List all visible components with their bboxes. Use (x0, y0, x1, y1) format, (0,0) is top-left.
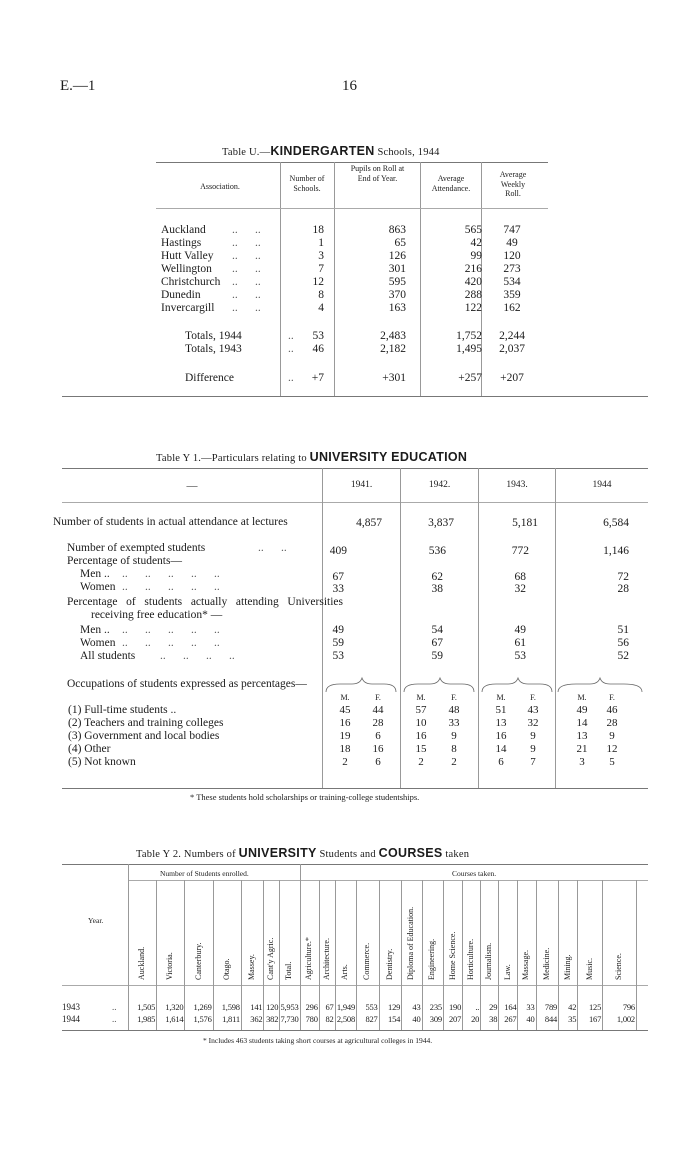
y2-cell: 296 (305, 1002, 318, 1012)
y1-occupation-cell: 6 (375, 730, 381, 742)
table-u-cell: 2,244 (499, 330, 525, 342)
y2-cell: 1,614 (165, 1014, 184, 1024)
y2-cell: 40 (412, 1014, 421, 1024)
leader-dots: .. .. (232, 289, 261, 301)
y2-cell: 67 (325, 1002, 334, 1012)
y2-cell: 235 (429, 1002, 442, 1012)
y1-occupation-cell: 6 (375, 756, 381, 768)
y1-cell: 72 (617, 571, 629, 583)
y2-cell: 167 (588, 1014, 602, 1024)
y1-occupations-label: Occupations of students expressed as percentages— (67, 678, 307, 690)
y2-cell: 154 (388, 1014, 401, 1024)
y1-attendance-label: Number of students in actual attendance at lectures (53, 516, 288, 528)
y2-cell: 1,949 (336, 1002, 356, 1012)
y2-cell: 1,269 (193, 1002, 212, 1012)
y2-column-header: Engineering. (427, 938, 437, 980)
y1-cell: 51 (617, 624, 629, 636)
y1-cell: 28 (617, 583, 629, 595)
table-u-cell: 162 (503, 302, 521, 314)
y1-f-header: F. (375, 693, 381, 702)
y2-column-header: Total. (284, 961, 294, 980)
y1-cell: 6,584 (603, 517, 629, 529)
y1-occupation-cell: 18 (339, 743, 351, 755)
y1-cell: 53 (514, 650, 526, 662)
table-u-cell: +7 (311, 372, 324, 384)
y2-cell: 1,320 (165, 1002, 184, 1012)
y1-occupation-cell: 6 (498, 756, 504, 768)
y1-occupation-label: (1) Full-time students .. (68, 704, 177, 716)
y2-column-header: Medicine. (541, 947, 551, 980)
table-u-cell: 2,483 (380, 330, 406, 342)
y2-cell: 120 (266, 1002, 279, 1012)
table-u-cell: 1,752 (456, 330, 482, 342)
y2-cell: 309 (429, 1014, 442, 1024)
table-u-cell: 3 (318, 250, 324, 262)
table-u-cell: +301 (382, 372, 406, 384)
y1-occupation-cell: 33 (448, 717, 460, 729)
y2-cell: 35 (568, 1014, 577, 1024)
table-u-cell: 65 (394, 237, 406, 249)
y2-column-header: Agriculture.* (304, 937, 314, 980)
y2-cell: 141 (250, 1002, 263, 1012)
y2-cell: 190 (448, 1002, 462, 1012)
y2-column-header: Otago. (221, 958, 231, 980)
y2-cell: 33 (526, 1002, 535, 1012)
y2-cell: .. (475, 1002, 480, 1012)
y2-cell: 7,730 (280, 1014, 299, 1024)
table-y2-top-rule (62, 864, 648, 865)
y1-occupation-cell: 14 (576, 717, 588, 729)
y1-occupation-cell: 28 (372, 717, 384, 729)
y1-occupation-cell: 16 (495, 730, 507, 742)
table-y2-header-rule (62, 985, 648, 986)
y1-occupation-cell: 16 (372, 743, 384, 755)
leader-dots: .. (288, 330, 294, 342)
y1-f-header: F. (451, 693, 457, 702)
table-u-cell: 1 (318, 237, 324, 249)
y1-m-header: M. (496, 693, 506, 702)
table-u-cell: 595 (388, 276, 406, 288)
table-u-cell: 42 (470, 237, 482, 249)
table-u-cell: +207 (500, 372, 524, 384)
y1-cell: 33 (332, 583, 344, 595)
table-u-cell: 2,182 (380, 343, 406, 355)
leader-dots: .. (288, 343, 294, 355)
y2-cell: 553 (365, 1002, 378, 1012)
table-y2-bottom-rule (62, 1030, 648, 1031)
y2-cell: 43 (412, 1002, 421, 1012)
table-y2-caption: Table Y 2. Numbers of UNIVERSITY Students and COURSES taken (136, 846, 470, 860)
table-u-caption: Table U.—KINDERGARTEN Schools, 1944 (222, 144, 440, 158)
y1-cell: 49 (332, 624, 344, 636)
table-u-row-name: Invercargill (161, 302, 215, 314)
table-u-header-weekly: Average Weekly Roll. (499, 170, 527, 198)
y1-all-students-label: All students (80, 650, 136, 662)
table-u-row-name: Hutt Valley (161, 250, 214, 262)
y2-column-header: Music. (584, 958, 594, 980)
y2-cell: 267 (504, 1014, 517, 1024)
table-u-row-name: Christchurch (161, 276, 221, 288)
y2-cell: 20 (471, 1014, 480, 1024)
table-u-header-schools: Number of Schools. (289, 174, 325, 193)
leader-dots: .. (112, 1002, 117, 1012)
table-y2-footnote: * Includes 463 students taking short courses at agricultural colleges in 1944. (203, 1036, 433, 1045)
y2-column-header: Science. (614, 953, 624, 980)
y1-occupation-cell: 3 (579, 756, 585, 768)
y1-occupation-cell: 5 (609, 756, 615, 768)
y1-occupation-label: (5) Not known (68, 756, 136, 768)
y1-cell: 67 (431, 637, 443, 649)
table-u-top-rule (156, 162, 548, 163)
table-u-row-name: Hastings (161, 237, 202, 249)
table-u-difference-label: Difference (185, 372, 234, 384)
y1-occupation-cell: 15 (415, 743, 427, 755)
y1-cell: 67 (332, 571, 344, 583)
leader-dots: .. .. (232, 302, 261, 314)
y2-cell: 362 (250, 1014, 263, 1024)
y1-cell: 59 (332, 637, 344, 649)
y1-occupation-cell: 49 (576, 704, 588, 716)
y2-column-header: Cant'y Agric. (266, 937, 276, 980)
table-y1-header-rule (62, 502, 648, 503)
y2-cell: 29 (489, 1002, 498, 1012)
leader-dots: .. .. .. .. .. (122, 637, 220, 649)
leader-dots: .. .. .. .. .. (122, 581, 220, 593)
y2-cell: 38 (489, 1014, 498, 1024)
table-u-cell: 4 (318, 302, 324, 314)
y1-cell: 38 (431, 583, 443, 595)
y2-column-header: Canterbury. (193, 942, 203, 980)
y1-occupation-cell: 9 (530, 730, 536, 742)
table-u-cell: 747 (503, 224, 521, 236)
table-y1-bottom-rule (62, 788, 648, 789)
y1-occupation-cell: 7 (530, 756, 536, 768)
y1-occupation-label: (2) Teachers and training colleges (68, 717, 224, 729)
y1-cell: 4,857 (356, 517, 382, 529)
table-y1-year-1944: 1944 (592, 480, 612, 490)
table-u-cell: 120 (503, 250, 521, 262)
y1-cell: 772 (511, 545, 529, 557)
table-u-cell: +257 (458, 372, 482, 384)
y1-occupation-cell: 8 (451, 743, 457, 755)
table-u-cell: 1,495 (456, 343, 482, 355)
y2-column-header: Mining. (562, 954, 572, 980)
table-u-header-attendance: Average Attendance. (431, 174, 471, 193)
table-u-total-1944-label: Totals, 1944 (185, 330, 242, 342)
table-u-cell: 420 (464, 276, 482, 288)
y2-column-header: Massage. (521, 950, 531, 980)
table-u-cell: 99 (470, 250, 482, 262)
y2-cell: 129 (388, 1002, 401, 1012)
y2-cell: 1,598 (221, 1002, 240, 1012)
y1-occupation-cell: 19 (339, 730, 351, 742)
y2-cell: 1,811 (222, 1014, 240, 1024)
leader-dots: .. .. .. .. .. (122, 624, 220, 636)
leader-dots: .. .. (232, 224, 261, 236)
leader-dots: .. .. .. .. .. (122, 568, 220, 580)
table-u-cell: 565 (464, 224, 482, 236)
y2-cell: 796 (622, 1002, 635, 1012)
y1-occupation-cell: 44 (372, 704, 384, 716)
table-u-cell: 534 (503, 276, 521, 288)
y1-cell: 52 (617, 650, 629, 662)
y1-occupation-cell: 45 (339, 704, 351, 716)
y1-occupation-cell: 9 (451, 730, 457, 742)
y2-cell: 1,985 (137, 1014, 156, 1024)
y1-free-education-label: Percentage of students actually attending Universities receiving free education* — (67, 596, 343, 621)
y2-cell: 82 (325, 1014, 334, 1024)
y1-cell: 56 (617, 637, 629, 649)
page-number: 16 (342, 78, 357, 94)
y2-cell: 42 (568, 1002, 577, 1012)
y1-cell: 54 (431, 624, 443, 636)
y1-occupation-cell: 10 (415, 717, 427, 729)
table-u-cell: 273 (503, 263, 521, 275)
y1-occupation-cell: 12 (606, 743, 618, 755)
table-u-cell: 359 (503, 289, 521, 301)
leader-dots: .. .. (258, 542, 287, 554)
y2-cell: 1,002 (616, 1014, 635, 1024)
leader-dots: .. .. (232, 276, 261, 288)
y1-cell: 62 (431, 571, 443, 583)
y2-column-header: Home Science. (447, 931, 457, 980)
y2-column-header: Auckland. (137, 946, 147, 980)
y2-cell: 827 (365, 1014, 378, 1024)
y1-m-header: M. (577, 693, 587, 702)
y1-cell: 5,181 (512, 517, 538, 529)
y2-column-header: Diploma of Education. (406, 906, 416, 980)
table-u-cell: 18 (312, 224, 324, 236)
y1-occupation-cell: 2 (342, 756, 348, 768)
y2-cell: 382 (266, 1014, 279, 1024)
leader-dots: .. .. .. .. (160, 650, 235, 662)
table-u-cell: 216 (464, 263, 482, 275)
table-u-row-name: Dunedin (161, 289, 201, 301)
table-u-cell: 46 (312, 343, 324, 355)
y1-cell: 536 (428, 545, 446, 557)
table-u-cell: 126 (388, 250, 406, 262)
table-y1-col-rule (555, 468, 556, 788)
y1-occupation-cell: 51 (495, 704, 507, 716)
y2-group-rule (128, 880, 648, 881)
y1-occupation-cell: 2 (418, 756, 424, 768)
table-u-cell: 122 (464, 302, 482, 314)
y1-free-women-label: Women (80, 637, 116, 649)
table-y1-top-rule (62, 468, 648, 469)
y1-occupation-cell: 48 (448, 704, 460, 716)
y1-occupation-cell: 46 (606, 704, 618, 716)
y2-cell: 5,953 (280, 1002, 299, 1012)
table-u-header-rule (156, 208, 548, 209)
leader-dots: .. .. (232, 263, 261, 275)
y1-cell: 68 (514, 571, 526, 583)
y1-m-header: M. (416, 693, 426, 702)
y1-occupation-cell: 13 (576, 730, 588, 742)
table-u-cell: 53 (312, 330, 324, 342)
table-u-row-name: Auckland (161, 224, 206, 236)
table-u-cell: 370 (388, 289, 406, 301)
y1-percentage-label: Percentage of students— (67, 555, 182, 567)
y1-occupation-cell: 57 (415, 704, 427, 716)
y2-row-year: 1944 (62, 1014, 80, 1024)
y2-col-rule (636, 880, 637, 1030)
table-u-cell: 163 (388, 302, 406, 314)
y1-occupation-cell: 9 (609, 730, 615, 742)
y1-occupation-cell: 43 (527, 704, 539, 716)
y2-column-header: Horticulture. (466, 938, 476, 980)
table-y1-year-1941: 1941. (350, 480, 373, 490)
y1-occupation-cell: 14 (495, 743, 507, 755)
table-y1-year-1942: 1942. (428, 480, 451, 490)
table-u-row-name: Wellington (161, 263, 212, 275)
y2-cell: 40 (526, 1014, 535, 1024)
y1-occupation-label: (3) Government and local bodies (68, 730, 220, 742)
y1-cell: 3,837 (428, 517, 454, 529)
y1-women-label: Women (80, 581, 116, 593)
y2-cell: 789 (544, 1002, 558, 1012)
y1-men-label: Men .. (80, 568, 110, 580)
y2-cell: 125 (588, 1002, 602, 1012)
y1-occupation-label: (4) Other (68, 743, 111, 755)
table-u-cell: 301 (388, 263, 406, 275)
y1-f-header: F. (609, 693, 615, 702)
y1-occupation-cell: 16 (415, 730, 427, 742)
y2-cell: 780 (305, 1014, 318, 1024)
y2-column-header: Dentistry. (384, 948, 394, 980)
table-u-total-1943-label: Totals, 1943 (185, 343, 242, 355)
y2-cell: 164 (504, 1002, 517, 1012)
table-u-cell: 12 (312, 276, 324, 288)
table-u-bottom-rule (62, 396, 648, 397)
leader-dots: .. (112, 1014, 117, 1024)
leader-dots: .. (288, 372, 294, 384)
y2-cell: 844 (544, 1014, 558, 1024)
leader-dots: .. .. (232, 250, 261, 262)
table-u-cell: 288 (464, 289, 482, 301)
y2-column-header: Arts. (340, 964, 350, 980)
y1-cell: 53 (332, 650, 344, 662)
y1-cell: 49 (514, 624, 526, 636)
y1-cell: 32 (514, 583, 526, 595)
table-u-cell: 863 (388, 224, 406, 236)
y1-cell: 409 (329, 545, 347, 557)
y2-group-courses: Courses taken. (452, 869, 497, 878)
y2-year-header: Year. (88, 916, 104, 925)
table-u-header-roll: Pupils on Roll at End of Year. (350, 164, 405, 183)
y2-cell: 1,505 (137, 1002, 156, 1012)
y2-column-header: Architecture. (321, 938, 331, 980)
y1-occupation-cell: 32 (527, 717, 539, 729)
y1-occupation-cell: 16 (339, 717, 351, 729)
y2-cell: 2,508 (336, 1014, 356, 1024)
y2-column-header: Journalism. (484, 942, 494, 980)
table-u-cell: 7 (318, 263, 324, 275)
table-y1-corner: — (186, 480, 198, 492)
y1-m-header: M. (340, 693, 350, 702)
table-y1-year-1943: 1943. (506, 480, 528, 490)
y1-occupation-cell: 9 (530, 743, 536, 755)
y2-column-header: Commerce. (362, 942, 372, 980)
y1-f-header: F. (530, 693, 536, 702)
y2-column-header: Law. (502, 964, 512, 980)
y1-occupation-cell: 28 (606, 717, 618, 729)
table-u-header-association: Association. (200, 182, 240, 191)
y1-cell: 59 (431, 650, 443, 662)
y2-column-header: Massey. (247, 954, 257, 980)
table-y1-caption: Table Y 1.—Particulars relating to UNIVERSITY EDUCATION (156, 450, 468, 464)
table-u-cell: 2,037 (499, 343, 525, 355)
y2-group-enrolled: Number of Students enrolled. (160, 869, 249, 878)
y1-occupation-cell: 2 (451, 756, 457, 768)
table-y1-footnote: * These students hold scholarships or training-college studentships. (190, 792, 420, 802)
y1-free-men-label: Men .. (80, 624, 110, 636)
y1-cell: 1,146 (603, 545, 629, 557)
y1-occupation-cell: 13 (495, 717, 507, 729)
table-u-cell: 49 (506, 237, 518, 249)
y1-cell: 61 (514, 637, 526, 649)
y2-row-year: 1943 (62, 1002, 80, 1012)
y2-cell: 1,576 (193, 1014, 212, 1024)
table-u-cell: 8 (318, 289, 324, 301)
y1-occupation-cell: 21 (576, 743, 588, 755)
y1-exempted-label: Number of exempted students (67, 542, 206, 554)
y2-cell: 207 (448, 1014, 462, 1024)
leader-dots: .. .. (232, 237, 261, 249)
y2-column-header: Victoria. (165, 952, 175, 980)
page-header-left: E.—1 (60, 78, 96, 94)
